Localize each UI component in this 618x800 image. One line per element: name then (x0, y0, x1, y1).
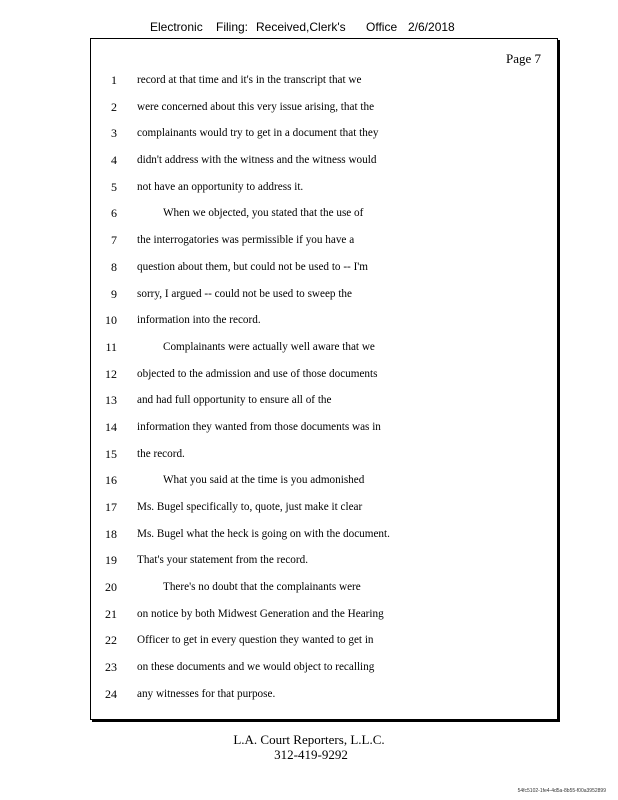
line-number: 14 (105, 419, 117, 434)
transcript-line (91, 681, 557, 708)
line-number: 10 (105, 313, 117, 328)
line-text: the interrogatories was permissible if you have a (137, 234, 355, 247)
line-number: 1 (111, 73, 117, 87)
line-text: information they wanted from those documents was in (137, 420, 381, 433)
line-number: 5 (111, 179, 117, 194)
filing-stamp-word: Filing: (216, 20, 249, 34)
line-text: When we objected, you stated that the use of (163, 207, 364, 220)
transcript-line (91, 67, 557, 94)
line-number: 19 (105, 553, 117, 568)
transcript-line (91, 307, 557, 334)
line-text: Complainants were actually well aware that we (163, 340, 375, 353)
line-number: 23 (105, 660, 117, 675)
transcript-line (91, 521, 557, 548)
line-text: didn't address with the witness and the witness would (137, 154, 377, 167)
transcript-line (91, 147, 557, 174)
transcript-line (91, 254, 557, 281)
transcript-page (90, 38, 558, 720)
line-number: 6 (111, 206, 117, 221)
reporter-phone: 312-419-9292 (274, 747, 348, 762)
transcript-line (91, 361, 557, 388)
line-number: 16 (105, 473, 117, 488)
line-text: record at that time and it's in the transcript that we (137, 74, 362, 86)
line-text: There's no doubt that the complainants were (163, 581, 361, 594)
transcript-line (91, 174, 557, 201)
transcript-line (91, 627, 557, 654)
transcript-line (91, 414, 557, 441)
line-number: 3 (111, 126, 117, 141)
line-text: sorry, I argued -- could not be used to sweep the (137, 287, 352, 300)
line-text: not have an opportunity to address it. (137, 180, 304, 193)
line-text: That's your statement from the record. (137, 554, 309, 567)
transcript-line (91, 547, 557, 574)
filing-stamp-word: Electronic (150, 20, 203, 34)
line-number: 4 (111, 153, 117, 168)
reporter-footer (0, 732, 618, 762)
transcript-line (91, 601, 557, 628)
filing-stamp-date: 2/6/2018 (408, 20, 455, 34)
transcript-line (91, 227, 557, 254)
line-number: 2 (111, 99, 117, 114)
reporter-company: L.A. Court Reporters, L.L.C. (233, 732, 385, 747)
line-number: 12 (105, 366, 117, 381)
line-text: the record. (137, 447, 185, 460)
line-number: 24 (105, 686, 117, 701)
transcript-line (91, 334, 557, 361)
transcript-line (91, 94, 557, 121)
line-text: information into the record. (137, 314, 261, 327)
filing-stamp-word: Office (366, 20, 398, 34)
line-number: 9 (111, 286, 117, 301)
line-text: What you said at the time is you admonished (163, 474, 365, 487)
transcript-line (91, 387, 557, 414)
line-text: complainants would try to get in a document that they (137, 127, 379, 140)
line-text: were concerned about this very issue arising, that the (137, 100, 375, 113)
line-number: 13 (105, 393, 117, 408)
line-text: Ms. Bugel specifically to, quote, just make it clear (137, 501, 363, 513)
line-number: 8 (111, 259, 117, 274)
transcript-line (91, 467, 557, 494)
line-text: objected to the admission and use of those documents (137, 367, 378, 380)
line-text: and had full opportunity to ensure all of the (137, 394, 332, 407)
line-text: Officer to get in every question they wanted to get in (137, 634, 374, 647)
line-text: any witnesses for that purpose. (137, 687, 276, 700)
transcript-line (91, 441, 557, 468)
transcript-line (91, 494, 557, 521)
filing-stamp-word: Received,Clerk's (256, 20, 346, 34)
line-number: 17 (105, 500, 117, 514)
line-text: Ms. Bugel what the heck is going on with the document. (137, 527, 390, 540)
line-number: 7 (111, 233, 117, 248)
page-number: Page 7 (505, 51, 541, 66)
document-id: 54fc5102-1fe4-4d5a-8b55-f00a3952899 (517, 788, 606, 794)
transcript-line (91, 120, 557, 147)
line-number: 21 (105, 606, 117, 621)
line-number: 15 (105, 446, 117, 461)
line-text: on these documents and we would object to recalling (137, 661, 375, 674)
transcript-line (91, 574, 557, 601)
line-number: 18 (105, 526, 117, 541)
line-number: 11 (105, 339, 117, 354)
line-text: question about them, but could not be used to -- I'm (137, 260, 369, 273)
transcript-line (91, 654, 557, 681)
transcript-lines (91, 67, 557, 708)
line-number: 20 (105, 580, 117, 595)
transcript-line (91, 281, 557, 308)
line-number: 22 (105, 633, 117, 648)
line-text: on notice by both Midwest Generation and the Hearing (137, 607, 384, 620)
transcript-line (91, 200, 557, 227)
